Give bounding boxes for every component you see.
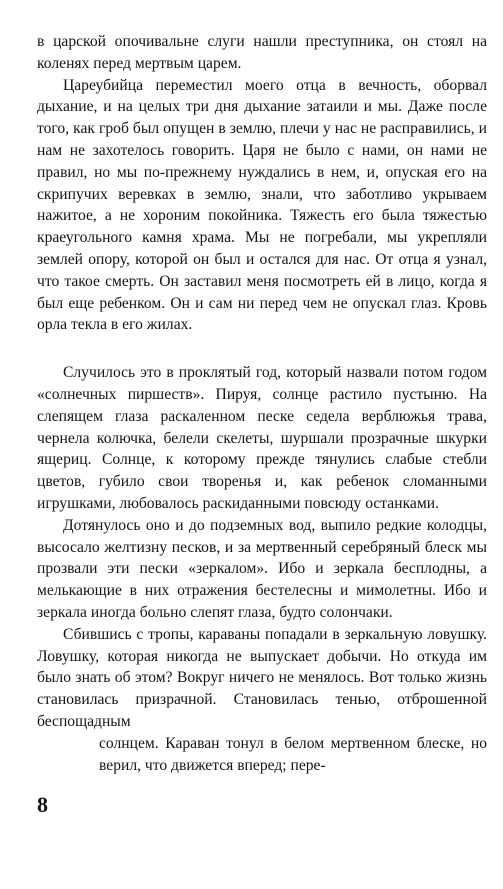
paragraph: Сбившись с тропы, караваны попадали в зеркальную ловушку. Ловушку, которая никогда не выпускает добычи. Но откуда им было знать об этом? Вокруг ничего не менялось. Вот только жизнь становилась призрачной. Становилась тенью, отброшенной беспощадным	[37, 625, 487, 730]
paragraph: Цареубийца переместил моего отца в вечность, оборвал дыхание, и на целых три дня дыхание затаили и мы. Даже после того, как гроб был опущен в землю, плечи у нас не расправились, и нам не захотелось говорить. Царя не было с нами, он нами не правил, но мы по-прежнему нуждались в нем, и, опуская его на скрипучих веревках в землю, знали, что заботливо укрываем нажитое, а не хороним покойника. Тяжесть его была тяжестью краеугольного камня храма. Мы не погребали, мы укрепляли землей опору, которой он был и остался для нас. От отца я узнал, что такое смерть. Он заставил меня посмотреть ей в лицо, когда я был еще ребенком. Он и сам ни перед чем не опускал глаз. Кровь орла текла в его жилах.	[37, 76, 487, 334]
paragraph: Случилось это в проклятый год, который назвали потом годом «солнечных пиршеств». Пируя, солнце растило пустыню. На слепящем глаза раскаленном песке седела верблюжья трава, чернела колючка, белели скелеты, шуршали прозрачные шкурки ящериц. Солнце, к которому прежде тянулись слабые стебли цветов, губило свои творенья и, как ребенок сломанными игрушками, любовалось раскиданными повсюду останками.	[37, 364, 487, 512]
paragraph-tail: солнцем. Караван тонул в белом мертвенном блеске, но верил, что движется вперед; пере-	[99, 734, 487, 774]
paragraph: Дотянулось оно и до подземных вод, выпило редкие колодцы, высосало желтизну песков, и за мертвенный серебряный блеск мы прозвали эти пески «зеркалом». Ибо и зеркала бесплодны, а мелькающие в них отражения бестелесны и мимолетны. Ибо и зеркала иногда больно слепят глаза, будто солончаки.	[37, 516, 487, 621]
section-break	[37, 336, 487, 362]
paragraph-last	[37, 624, 487, 777]
paragraph-continued: в царской опочивальне слуги нашли преступника, он стоял на коленях перед мертвым царем.	[37, 33, 487, 72]
page-number: 8	[37, 792, 48, 817]
page-text	[37, 31, 487, 776]
